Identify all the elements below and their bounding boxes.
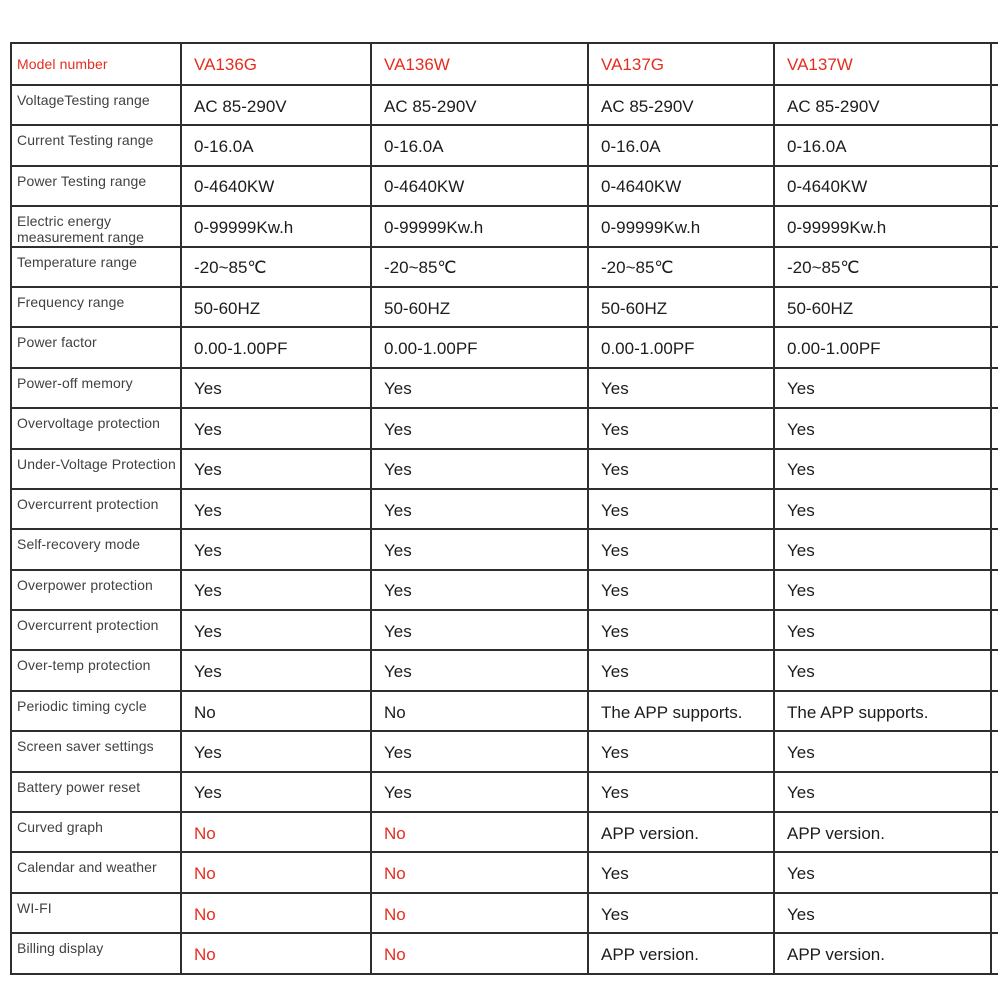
spec-row-label: Electric energy measurement range xyxy=(11,206,181,246)
spec-value-cell: 0-99999Kw.h xyxy=(371,206,588,246)
cropped-edge-cell xyxy=(991,489,998,529)
spec-value-cell: Yes xyxy=(774,570,991,610)
spec-value-cell: Yes xyxy=(371,489,588,529)
spec-value-cell: Yes xyxy=(588,368,774,408)
spec-value-cell: -20~85℃ xyxy=(588,247,774,287)
table-row xyxy=(11,772,998,812)
spec-value-cell: Yes xyxy=(588,610,774,650)
spec-row-label: Current Testing range xyxy=(11,125,181,165)
table-row xyxy=(11,570,998,610)
cropped-edge-cell xyxy=(991,43,998,85)
cropped-edge-cell xyxy=(991,449,998,489)
spec-value-cell: 0.00-1.00PF xyxy=(181,327,371,367)
spec-value-cell: Yes xyxy=(588,650,774,690)
spec-value-cell: No xyxy=(371,893,588,933)
spec-value-cell: Yes xyxy=(181,650,371,690)
spec-value-cell: 50-60HZ xyxy=(774,287,991,327)
spec-value-cell: No xyxy=(371,933,588,973)
spec-row-label: Self-recovery mode xyxy=(11,529,181,569)
table-row xyxy=(11,166,998,206)
spec-row-label: Over-temp protection xyxy=(11,650,181,690)
spec-value-cell: APP version. xyxy=(588,812,774,852)
table-row xyxy=(11,650,998,690)
spec-value-cell: Yes xyxy=(371,772,588,812)
spec-row-label: Power Testing range xyxy=(11,166,181,206)
spec-value-cell: No xyxy=(371,691,588,731)
model-header: VA137W xyxy=(774,43,991,85)
table-row xyxy=(11,731,998,771)
spec-value-cell: Yes xyxy=(181,570,371,610)
cropped-edge-cell xyxy=(991,610,998,650)
spec-value-cell: AC 85-290V xyxy=(181,85,371,125)
spec-value-cell: Yes xyxy=(588,529,774,569)
table-header-row xyxy=(11,43,998,85)
cropped-edge-cell xyxy=(991,85,998,125)
spec-row-label: Temperature range xyxy=(11,247,181,287)
spec-value-cell: 50-60HZ xyxy=(371,287,588,327)
spec-value-cell: 0.00-1.00PF xyxy=(371,327,588,367)
spec-value-cell: 0-16.0A xyxy=(371,125,588,165)
spec-value-cell: Yes xyxy=(774,489,991,529)
table-row xyxy=(11,489,998,529)
spec-row-label: Power-off memory xyxy=(11,368,181,408)
table-row xyxy=(11,852,998,892)
spec-value-cell: Yes xyxy=(774,852,991,892)
spec-value-cell: 0-16.0A xyxy=(181,125,371,165)
spec-row-label: Screen saver settings xyxy=(11,731,181,771)
spec-value-cell: 0-4640KW xyxy=(181,166,371,206)
spec-value-cell: Yes xyxy=(588,772,774,812)
spec-value-cell: The APP supports. xyxy=(588,691,774,731)
cropped-edge-cell xyxy=(991,570,998,610)
spec-row-label: Overcurrent protection xyxy=(11,489,181,529)
spec-value-cell: Yes xyxy=(181,449,371,489)
cropped-edge-cell xyxy=(991,529,998,569)
spec-row-label: Battery power reset xyxy=(11,772,181,812)
cropped-edge-cell xyxy=(991,327,998,367)
spec-value-cell: Yes xyxy=(588,893,774,933)
cropped-edge-cell xyxy=(991,650,998,690)
spec-value-cell: -20~85℃ xyxy=(371,247,588,287)
table-row xyxy=(11,85,998,125)
spec-value-cell: Yes xyxy=(181,772,371,812)
spec-value-cell: Yes xyxy=(774,408,991,448)
spec-value-cell: Yes xyxy=(588,852,774,892)
table-row xyxy=(11,812,998,852)
spec-value-cell: -20~85℃ xyxy=(181,247,371,287)
spec-value-cell: Yes xyxy=(588,408,774,448)
spec-value-cell: 0-4640KW xyxy=(588,166,774,206)
cropped-edge-cell xyxy=(991,933,998,973)
spec-value-cell: No xyxy=(181,852,371,892)
spec-row-label: Periodic timing cycle xyxy=(11,691,181,731)
cropped-edge-cell xyxy=(991,206,998,246)
spec-row-label: Billing display xyxy=(11,933,181,973)
spec-value-cell: 0-99999Kw.h xyxy=(774,206,991,246)
cropped-edge-cell xyxy=(991,287,998,327)
spec-comparison-table xyxy=(10,42,998,975)
spec-value-cell: AC 85-290V xyxy=(371,85,588,125)
spec-value-cell: 0.00-1.00PF xyxy=(588,327,774,367)
cropped-edge-cell xyxy=(991,408,998,448)
spec-value-cell: APP version. xyxy=(588,933,774,973)
spec-value-cell: Yes xyxy=(371,610,588,650)
table-row xyxy=(11,529,998,569)
cropped-edge-cell xyxy=(991,731,998,771)
spec-value-cell: Yes xyxy=(371,570,588,610)
spec-row-label: Frequency range xyxy=(11,287,181,327)
spec-value-cell: No xyxy=(371,812,588,852)
spec-value-cell: Yes xyxy=(181,529,371,569)
spec-value-cell: Yes xyxy=(181,408,371,448)
spec-value-cell: AC 85-290V xyxy=(588,85,774,125)
spec-value-cell: No xyxy=(181,691,371,731)
spec-row-label: Calendar and weather xyxy=(11,852,181,892)
spec-value-cell: AC 85-290V xyxy=(774,85,991,125)
model-header: VA137G xyxy=(588,43,774,85)
spec-value-cell: No xyxy=(181,933,371,973)
spec-row-label: Overpower protection xyxy=(11,570,181,610)
spec-value-cell: Yes xyxy=(588,449,774,489)
spec-value-cell: Yes xyxy=(774,529,991,569)
spec-value-cell: Yes xyxy=(588,731,774,771)
spec-value-cell: 0-4640KW xyxy=(371,166,588,206)
spec-value-cell: Yes xyxy=(371,529,588,569)
cropped-edge-cell xyxy=(991,893,998,933)
spec-value-cell: Yes xyxy=(774,610,991,650)
spec-value-cell: APP version. xyxy=(774,812,991,852)
cropped-edge-cell xyxy=(991,812,998,852)
spec-row-label: WI-FI xyxy=(11,893,181,933)
table-row xyxy=(11,368,998,408)
spec-value-cell: Yes xyxy=(588,570,774,610)
model-number-header-label: Model number xyxy=(11,43,181,85)
spec-row-label: Curved graph xyxy=(11,812,181,852)
spec-value-cell: No xyxy=(181,893,371,933)
spec-value-cell: Yes xyxy=(371,650,588,690)
table-row xyxy=(11,691,998,731)
model-header: VA136W xyxy=(371,43,588,85)
table-row xyxy=(11,206,998,246)
table-row xyxy=(11,125,998,165)
table-row xyxy=(11,449,998,489)
spec-value-cell: 0-16.0A xyxy=(588,125,774,165)
spec-value-cell: Yes xyxy=(371,408,588,448)
cropped-edge-cell xyxy=(991,247,998,287)
table-row xyxy=(11,287,998,327)
spec-value-cell: Yes xyxy=(371,368,588,408)
spec-value-cell: Yes xyxy=(774,650,991,690)
cropped-edge-cell xyxy=(991,691,998,731)
table-row xyxy=(11,893,998,933)
spec-value-cell: 0-4640KW xyxy=(774,166,991,206)
model-header: VA136G xyxy=(181,43,371,85)
spec-value-cell: Yes xyxy=(774,368,991,408)
spec-value-cell: Yes xyxy=(774,731,991,771)
spec-value-cell: APP version. xyxy=(774,933,991,973)
spec-value-cell: 0-99999Kw.h xyxy=(588,206,774,246)
spec-table-body xyxy=(11,43,998,974)
spec-value-cell: -20~85℃ xyxy=(774,247,991,287)
spec-value-cell: Yes xyxy=(181,489,371,529)
spec-value-cell: Yes xyxy=(774,772,991,812)
spec-value-cell: Yes xyxy=(371,449,588,489)
spec-value-cell: The APP supports. xyxy=(774,691,991,731)
spec-value-cell: 0-99999Kw.h xyxy=(181,206,371,246)
spec-table-wrapper xyxy=(10,42,998,975)
table-row xyxy=(11,327,998,367)
cropped-edge-cell xyxy=(991,166,998,206)
spec-value-cell: Yes xyxy=(371,731,588,771)
spec-row-label: Overvoltage protection xyxy=(11,408,181,448)
table-row xyxy=(11,933,998,973)
table-row xyxy=(11,247,998,287)
spec-row-label: Power factor xyxy=(11,327,181,367)
spec-row-label: VoltageTesting range xyxy=(11,85,181,125)
spec-value-cell: Yes xyxy=(588,489,774,529)
spec-value-cell: Yes xyxy=(774,449,991,489)
spec-value-cell: 50-60HZ xyxy=(181,287,371,327)
spec-value-cell: Yes xyxy=(181,368,371,408)
spec-value-cell: No xyxy=(371,852,588,892)
cropped-edge-cell xyxy=(991,772,998,812)
spec-row-label: Overcurrent protection xyxy=(11,610,181,650)
table-row xyxy=(11,610,998,650)
cropped-edge-cell xyxy=(991,368,998,408)
spec-value-cell: Yes xyxy=(181,731,371,771)
spec-value-cell: 0.00-1.00PF xyxy=(774,327,991,367)
spec-value-cell: 0-16.0A xyxy=(774,125,991,165)
spec-row-label: Under-Voltage Protection xyxy=(11,449,181,489)
spec-value-cell: No xyxy=(181,812,371,852)
spec-value-cell: Yes xyxy=(181,610,371,650)
cropped-edge-cell xyxy=(991,125,998,165)
cropped-edge-cell xyxy=(991,852,998,892)
table-row xyxy=(11,408,998,448)
spec-value-cell: Yes xyxy=(774,893,991,933)
spec-value-cell: 50-60HZ xyxy=(588,287,774,327)
